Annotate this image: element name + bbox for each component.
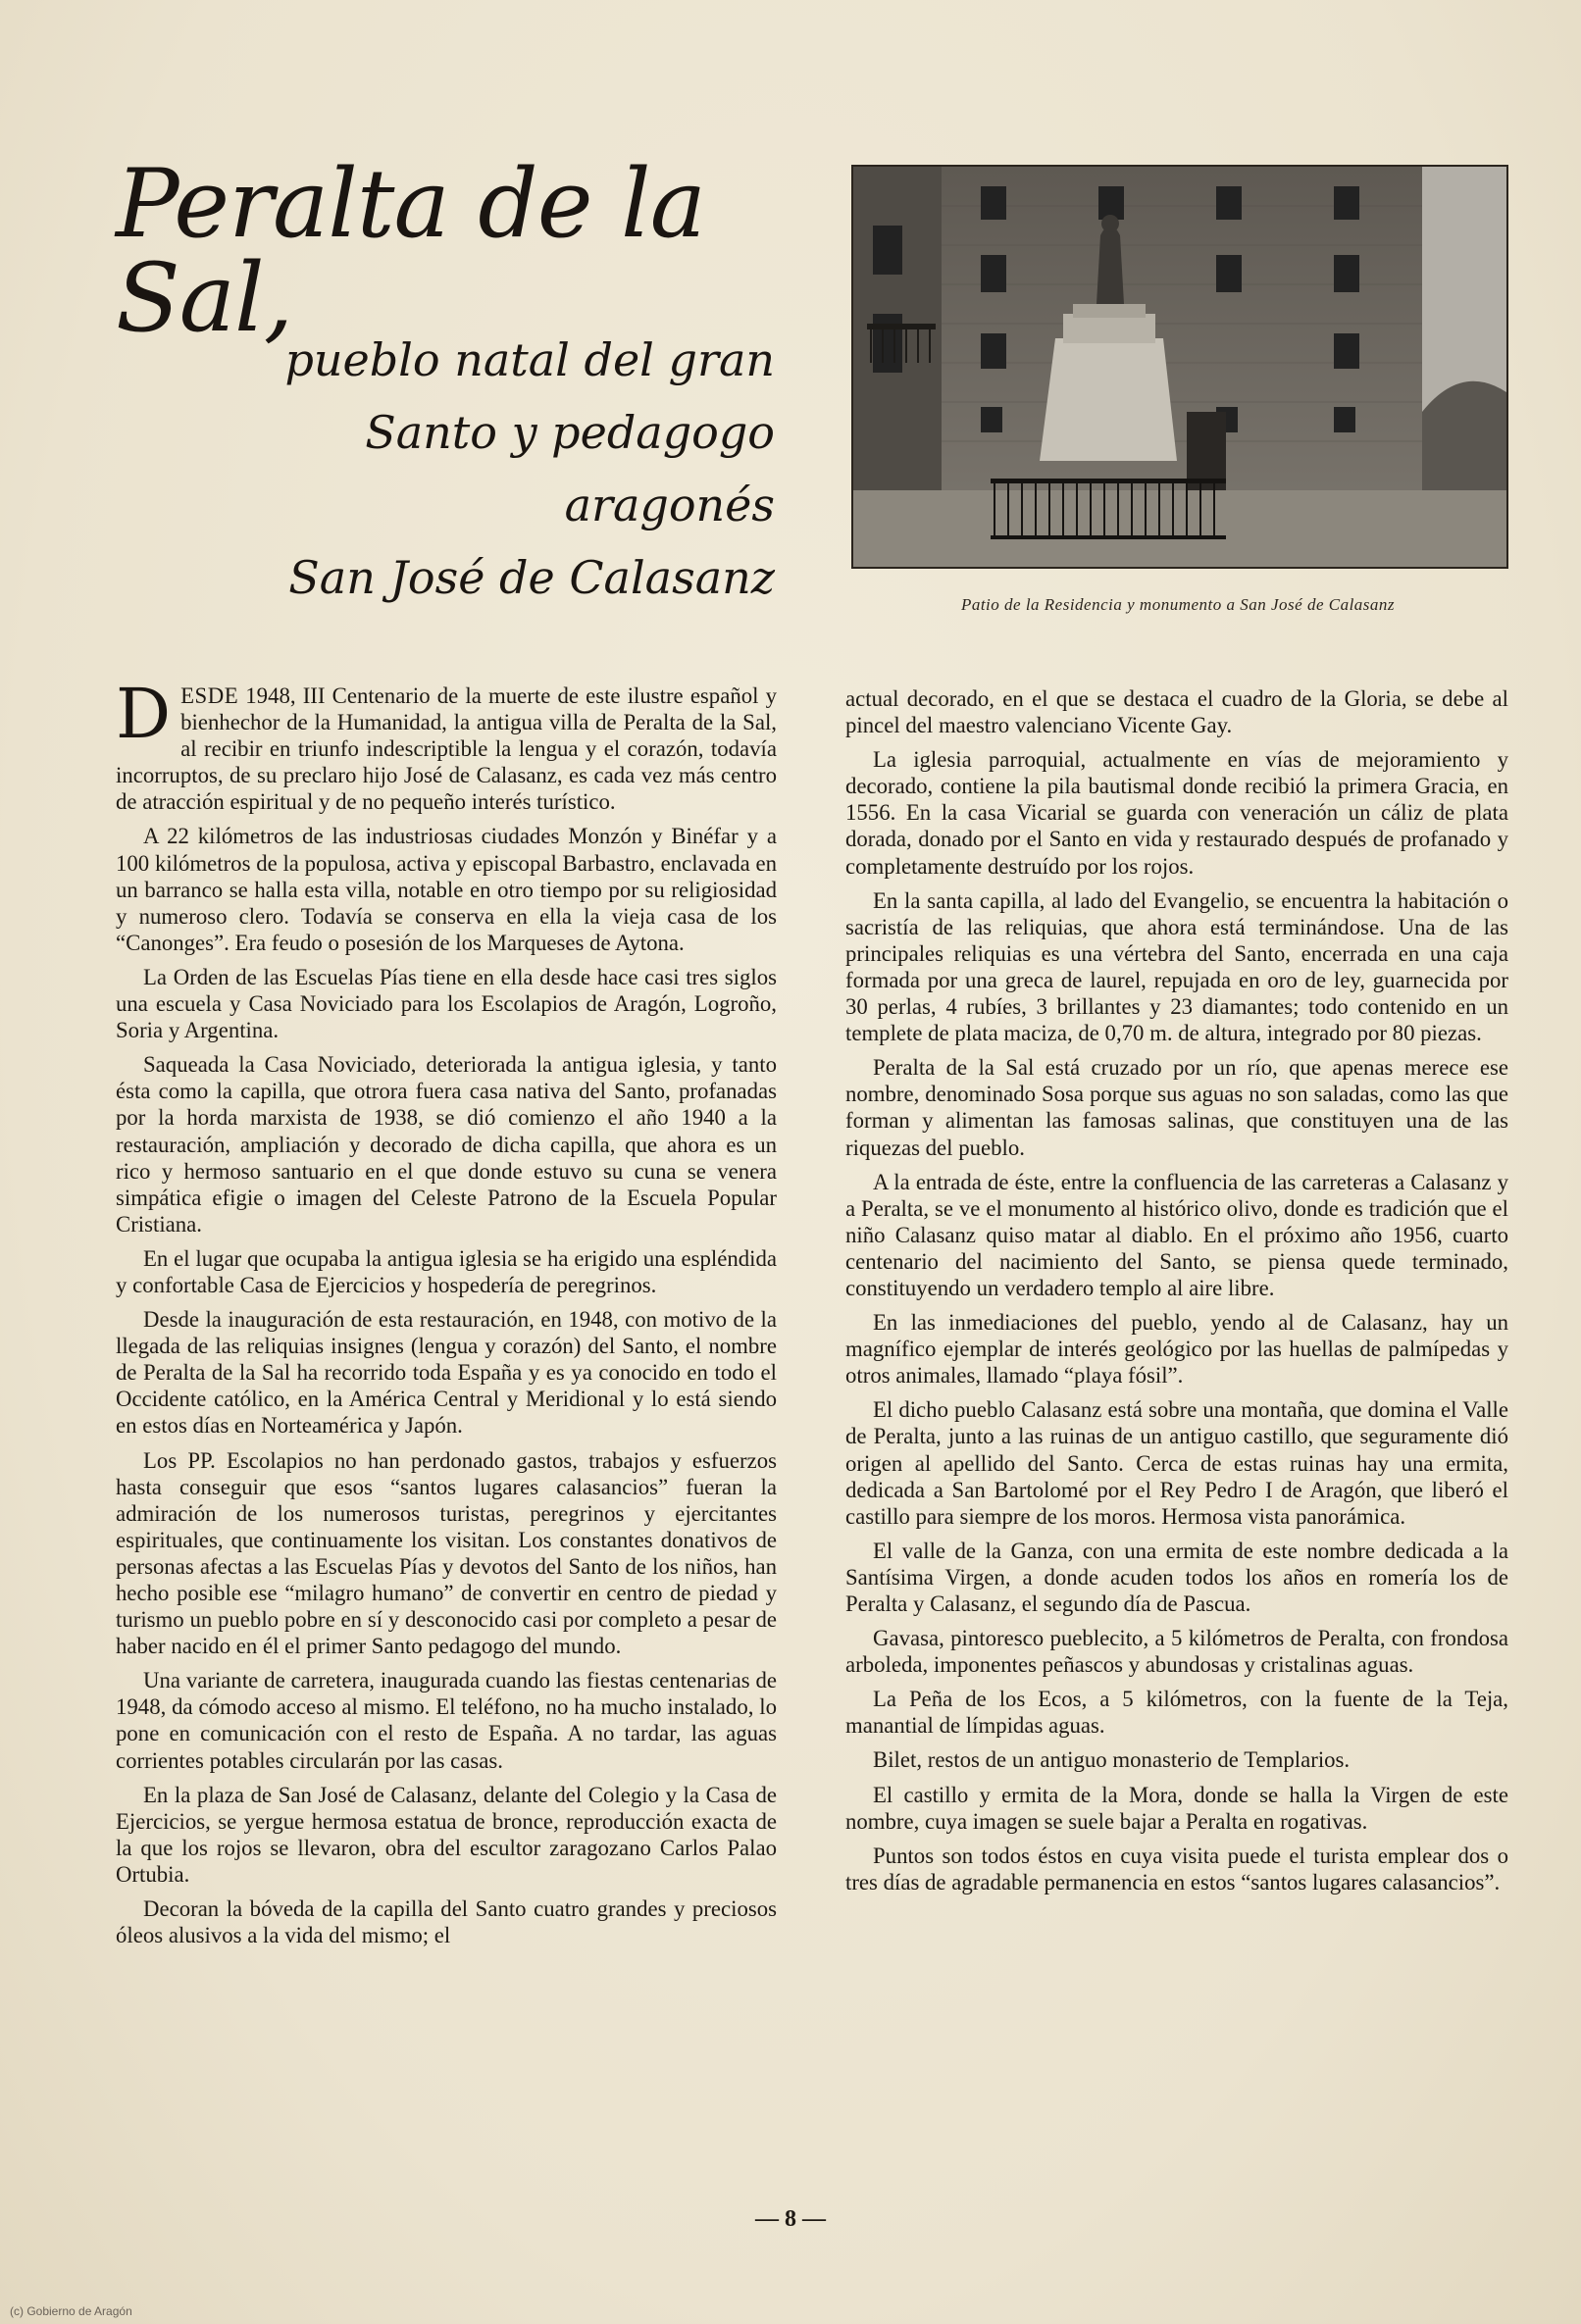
article-paragraph: El dicho pueblo Calasanz está sobre una montaña, que domina el Valle de Peralta, junto a las ruinas de un antiguo castillo, que seguramente dió origen al apellido del Santo. Cerca de estas ruinas hay una ermita, dedicada a San Bartolomé por el Rey Pedro I de Aragón, que liberó el castillo para siempre de los moros. Hermosa vista panorámica.: [845, 1397, 1508, 1529]
subtitle-line: pueblo natal del gran: [284, 333, 775, 386]
article-paragraph: Decoran la bóveda de la capilla del Santo cuatro grandes y preciosos óleos alusivos a la vida del mismo; el: [116, 1896, 777, 1948]
article-paragraph: Peralta de la Sal está cruzado por un río, que apenas merece ese nombre, denominado Sosa porque sus aguas no son saladas, como las que forman y alimentan las famosas salinas, que constituyen una de las riquezas del pueblo.: [845, 1055, 1508, 1160]
article-paragraph: En la santa capilla, al lado del Evangelio, se encuentra la habitación o sacristía de las reliquias, que ahora está terminándose. Una de las principales reliquias es una vértebra del Santo, encerrada en una caja formada por una greca de laurel, repujada en oro de ley, guarnecida por 30 perlas, 4 rubíes, 3 brillantes y 23 diamantes; todo contenido en un templete de plata maciza, de 0,70 m. de altura, integrado por 80 piezas.: [845, 887, 1508, 1046]
article-title: Peralta de la Sal,: [116, 149, 705, 353]
page-number: — 8 —: [755, 2206, 826, 2232]
article-paragraph: A la entrada de éste, entre la confluencia de las carreteras a Calasanz y a Peralta, se ve el monumento al histórico olivo, donde es tradición que el niño Calasanz quiso matar al diablo. En el próximo año 1956, cuarto centenario del nacimiento del Santo, se piensa quede terminado, constituyendo un verdadero templo al aire libre.: [845, 1169, 1508, 1300]
courtyard-monument-image: [853, 167, 1506, 567]
article-paragraph: En las inmediaciones del pueblo, yendo al de Calasanz, hay un magnífico ejemplar de interés geológico por las huellas de palmípedas y otros animales, llamado “playa fósil”.: [845, 1310, 1508, 1389]
copyright-credit: (c) Gobierno de Aragón: [10, 2304, 132, 2318]
article-paragraph: Los PP. Escolapios no han perdonado gastos, trabajos y esfuerzos hasta conseguir que esos “santos lugares calasancios” fueran la admiración de los numerosos turistas, peregrinos y ejercitantes espirituales, que continuamente los visitan. Los constantes donativos de personas afectas a las Escuelas Pías y devotos del Santo de los niños, han hecho posible ese “milagro humano” de convertir en centro de piedad y turismo un pueblo pobre en sí y desconocido casi por completo a pesar de haber nacido en él el primer Santo pedagogo del mundo.: [116, 1447, 777, 1659]
paragraph-text: 1948, III Centenario de la muerte de este ilustre español y bienhechor de la Humanidad, la antigua villa de Peralta de la Sal, al recibir en triunfo indescriptible la lengua y el corazón, todavía incorruptos, de su preclaro hijo José de Calasanz, es cada vez más centro de atracción espiritual y de no pequeño interés turístico.: [116, 683, 777, 815]
article-paragraph: Gavasa, pintoresco pueblecito, a 5 kilómetros de Peralta, con frondosa arboleda, imponentes peñascos y abundosas y cristalinas aguas.: [845, 1626, 1508, 1678]
drop-cap: D: [116, 674, 172, 754]
article-paragraph: A 22 kilómetros de las industriosas ciudades Monzón y Binéfar y a 100 kilómetros de la populosa, activa y episcopal Barbastro, enclavada en un barranco se halla esta villa, notable en otro tiempo por su religiosidad y numeroso clero. Todavía se conserva en ella la vieja casa de los “Canonges”. Era feudo o posesión de los Marqueses de Aytona.: [116, 824, 777, 955]
article-paragraph: Desde la inauguración de esta restauración, en 1948, con motivo de la llegada de las reliquias insignes (lengua y corazón) del Santo, el nombre de Peralta de la Sal ha recorrido toda España y es ya conocido en todo el Occidente católico, en la América Central y Meridional y lo está siendo en estos días en Norteamérica y Japón.: [116, 1307, 777, 1439]
courtyard-photo: [851, 165, 1508, 569]
photo-caption: Patio de la Residencia y monumento a San José de Calasanz: [960, 595, 1396, 614]
article-paragraph: actual decorado, en el que se destaca el cuadro de la Gloria, se debe al pincel del maestro valenciano Vicente Gay.: [845, 686, 1508, 738]
article-paragraph: La iglesia parroquial, actualmente en vías de mejoramiento y decorado, contiene la pila bautismal donde recibió la primera Gracia, en 1556. En la casa Vicarial se guarda con veneración un cáliz de plata dorada, donado por el Santo en vida y restaurado después de profanado y completamente destruído por los rojos.: [845, 747, 1508, 879]
article-paragraph: Bilet, restos de un antiguo monasterio de Templarios.: [873, 1747, 1351, 1773]
article-paragraph: [116, 674, 777, 815]
lead-word: ESDE: [180, 683, 239, 708]
article-paragraph: La Peña de los Ecos, a 5 kilómetros, con la fuente de la Teja, manantial de límpidas aguas.: [845, 1687, 1508, 1739]
article-paragraph: El castillo y ermita de la Mora, donde se halla la Virgen de este nombre, cuya imagen se suele bajar a Peralta en rogativas.: [845, 1782, 1508, 1834]
article-column-right: [845, 685, 1508, 1903]
article-subtitle: [147, 324, 775, 614]
article-paragraph: En el lugar que ocupaba la antigua iglesia se ha erigido una espléndida y confortable Casa de Ejercicios y hospedería de peregrinos.: [116, 1245, 777, 1297]
article-paragraph: Saqueada la Casa Noviciado, deteriorada la antigua iglesia, y tanto ésta como la capilla, que otrora fuera casa nativa del Santo, profanadas por la horda marxista de 1938, se dió comienzo el año 1940 a la restauración, ampliación y decorado de dicha capilla, que ahora es un rico y hermoso santuario en el que donde estuvo su cuna se venera simpática efigie o imagen del Celeste Patrono de la Escuela Popular Cristiana.: [116, 1052, 777, 1237]
article-paragraph: La Orden de las Escuelas Pías tiene en ella desde hace casi tres siglos una escuela y Casa Noviciado para los Escolapios de Aragón, Logroño, Soria y Argentina.: [116, 964, 777, 1043]
article-column-left: [116, 674, 777, 1956]
subtitle-line: San José de Calasanz: [288, 551, 775, 604]
article-paragraph: Una variante de carretera, inaugurada cuando las fiestas centenarias de 1948, da cómodo acceso al mismo. El teléfono, no ha mucho instalado, lo pone en comunicación con el resto de España. A no tardar, las aguas corrientes potables circularán por las casas.: [116, 1668, 777, 1773]
subtitle-line: Santo y pedagogo aragonés: [365, 406, 775, 531]
article-paragraph: El valle de la Ganza, con una ermita de este nombre dedicada a la Santísima Virgen, a donde acuden todos los años en romería los de Peralta y Calasanz, el segundo día de Pascua.: [845, 1538, 1508, 1616]
article-paragraph: En la plaza de San José de Calasanz, delante del Colegio y la Casa de Ejercicios, se yergue hermosa estatua de bronce, reproducción exacta de la que los rojos se llevaron, obra del escultor zaragozano Carlos Palao Ortubia.: [116, 1782, 777, 1887]
article-paragraph: Puntos son todos éstos en cuya visita puede el turista emplear dos o tres días de agradable permanencia en estos “santos lugares calasancios”.: [845, 1843, 1508, 1895]
